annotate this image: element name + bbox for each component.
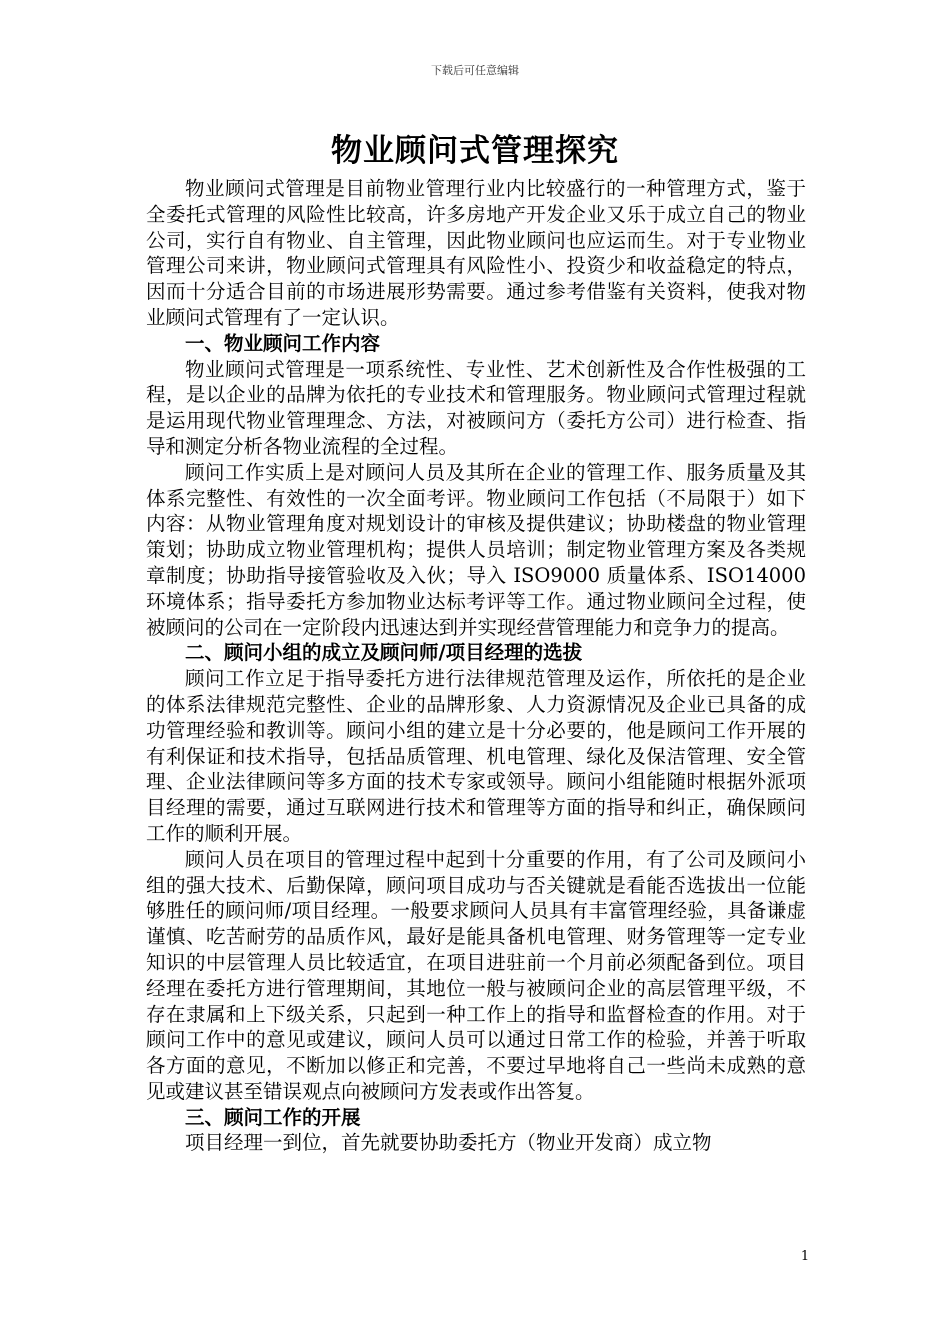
section-heading-3: 三、顾问工作的开展 (185, 1105, 361, 1129)
document-body (146, 176, 806, 1156)
paragraph-intro: 物业顾问式管理是目前物业管理行业内比较盛行的一种管理方式，鉴于全委托式管理的风险性比较高，许多房地产开发企业又乐于成立自己的物业公司，实行自有物业、自主管理，因此物业顾问也应运而生。对于专业物业管理公司来讲，物业顾问式管理具有风险性小、投资少和收益稳定的特点，因而十分适合目前的市场进展形势需要。通过参考借鉴有关资料，使我对物业顾问式管理有了一定认识。 (146, 177, 806, 329)
paragraph-work-essence: 顾问工作实质上是对顾问人员及其所在企业的管理工作、服务质量及其体系完整性、有效性的一次全面考评。物业顾问工作包括（不局限于）如下内容：从物业管理角度对规划设计的审核及提供建议；协助楼盘的物业管理策划；协助成立物业管理机构；提供人员培训；制定物业管理方案及各类规章制度；协助指导接管验收及入伙；导入 ISO9000 质量体系、ISO14000 环境体系；指导委托方参加物业达标考评等工作。通过物业顾问全过程，使被顾问的公司在一定阶段内迅速达到并实现经营管理能力和竞争力的提高。 (146, 460, 806, 639)
page-title: 物业顾问式管理探究 (331, 133, 619, 169)
page-header: 下载后可任意编辑 (431, 64, 519, 77)
section-heading-2: 二、顾问小组的成立及顾问师/项目经理的选拔 (185, 641, 583, 665)
paragraph-work-start: 项目经理一到位，首先就要协助委托方（物业开发商）成立物 (185, 1131, 712, 1155)
paragraph-team-setup: 顾问工作立足于指导委托方进行法律规范管理及运作，所依托的是企业的体系法律规范完整性、企业的品牌形象、人力资源情况及企业已具备的成功管理经验和教训等。顾问小组的建立是十分必要的，他是顾问工作开展的有利保证和技术指导，包括品质管理、机电管理、绿化及保洁管理、安全管理、企业法律顾问等多方面的技术专家或领导。顾问小组能随时根据外派项目经理的需要，通过互联网进行技术和管理等方面的指导和纠正，确保顾问工作的顺利开展。 (146, 667, 806, 845)
paragraph-work-content: 物业顾问式管理是一项系统性、专业性、艺术创新性及合作性极强的工程，是以企业的品牌为依托的专业技术和管理服务。物业顾问式管理过程就是运用现代物业管理理念、方法，对被顾问方（委托方公司）进行检查、指导和测定分析各物业流程的全过程。 (146, 357, 806, 458)
page-number: 1 (800, 1249, 810, 1264)
paragraph-consultant-role: 顾问人员在项目的管理过程中起到十分重要的作用，有了公司及顾问小组的强大技术、后勤保障，顾问项目成功与否关键就是看能否选拔出一位能够胜任的顾问师/项目经理。一般要求顾问人员具有丰富管理经验，具备谦虚谨慎、吃苦耐劳的品质作风，最好是能具备机电管理、财务管理等一定专业知识的中层管理人员比较适宜，在项目进驻前一个月前必须配备到位。项目经理在委托方进行管理期间，其地位一般与被顾问企业的高层管理平级，不存在隶属和上下级关系，只起到一种工作上的指导和监督检查的作用。对于顾问工作中的意见或建议，顾问人员可以通过日常工作的检验，并善于听取各方面的意见，不断加以修正和完善，不要过早地将自己一些尚未成熟的意见或建议甚至错误观点向被顾问方发表或作出答复。 (146, 847, 806, 1103)
section-heading-1: 一、物业顾问工作内容 (185, 331, 381, 355)
